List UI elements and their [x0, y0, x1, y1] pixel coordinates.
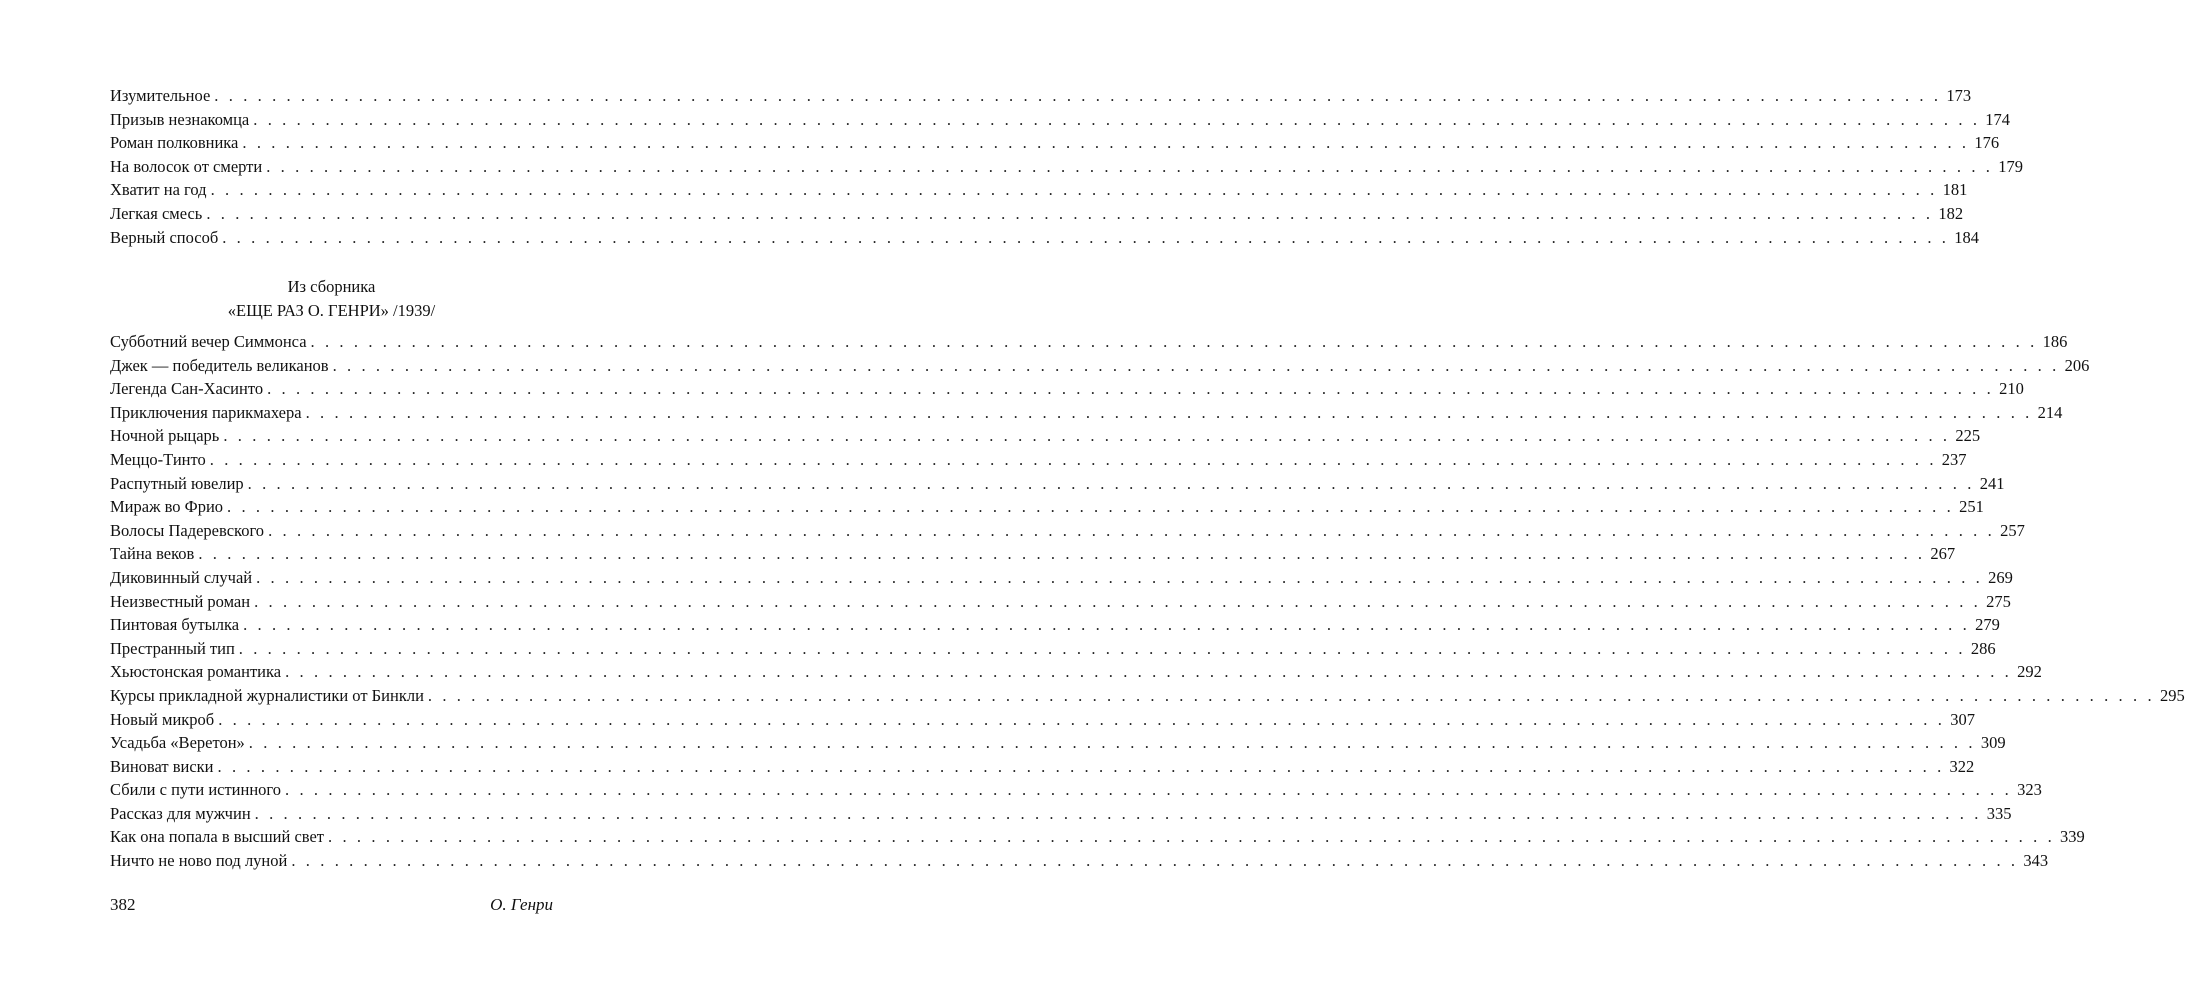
toc-entry: [110, 849, 2049, 873]
toc-entry: [110, 495, 1984, 519]
toc-dot-leader: . . . . . . . . . . . . . . . . . . . . . . . . . . . . . . . . . . . . . . . . . . . . . . . . . . . . . . . . . . . . . . . . . . . . . . . . . . . . . . . . . . . . . . . . . . . . . . . . . . . . . . . . . . . . . . . . . . . . . . . .: [214, 86, 1942, 105]
toc-entry: [110, 401, 2063, 425]
toc-entry-page-number: 179: [1998, 156, 2023, 176]
toc-dot-leader: . . . . . . . . . . . . . . . . . . . . . . . . . . . . . . . . . . . . . . . . . . . . . . . . . . . . . . . . . . . . . . . . . . . . . . . . . . . . . . . . . . . . . . . . . . . . . . . . . . . . . . . . . . . . . . . . . . . . . . . .: [248, 733, 1976, 753]
toc-dot-leader: . . . . . . . . . . . . . . . . . . . . . . . . . . . . . . . . . . . . . . . . . . . . . . . . . . . . . . . . . . . . . . . . . . . . . . . . . . . . . . . . . . . . . . . . . . . . . . . . . . . . . . . . . . . . . . . . . . . . . . . .: [328, 827, 2055, 847]
toc-dot-leader: . . . . . . . . . . . . . . . . . . . . . . . . . . . . . . . . . . . . . . . . . . . . . . . . . . . . . . . . . . . . . . . . . . . . . . . . . . . . . . . . . . . . . . . . . . . . . . . . . . . . . . . . . . . . . . . . . . . . . . . .: [206, 203, 1934, 223]
toc-entry-title: Хьюстонская романтика: [110, 662, 282, 682]
toc-entry-page-number: 241: [1979, 473, 2005, 493]
toc-entry: [110, 684, 2185, 708]
toc-entry: [110, 354, 2090, 378]
toc-entry-page-number: 181: [1942, 180, 1968, 200]
toc-entry-page-number: 206: [2064, 355, 2090, 375]
toc-entry-page-number: 210: [1999, 379, 2024, 399]
page-number: 382: [110, 895, 136, 914]
toc-dot-leader: . . . . . . . . . . . . . . . . . . . . . . . . . . . . . . . . . . . . . . . . . . . . . . . . . . . . . . . . . . . . . . . . . . . . . . . . . . . . . . . . . . . . . . . . . . . . . . . . . . . . . . . . . . . . . . . . . . . . . . . .: [217, 756, 1945, 776]
toc-dot-leader: . . . . . . . . . . . . . . . . . . . . . . . . . . . . . . . . . . . . . . . . . . . . . . . . . . . . . . . . . . . . . . . . . . . . . . . . . . . . . . . . . . . . . . . . . . . . . . . . . . . . . . . . . . . . . . . . . . . . . . . .: [285, 662, 2012, 682]
toc-entry: [110, 590, 2011, 614]
toc-entry-title: Тайна веков: [110, 544, 195, 564]
toc-entry-page-number: 339: [2060, 827, 2085, 847]
toc-entry-page-number: 323: [2017, 780, 2042, 800]
toc-entry: [110, 131, 2000, 155]
toc-entry: [110, 802, 2012, 826]
toc-entry-title: Новый микроб: [110, 709, 215, 729]
toc-entry-title: Сбили с пути истинного: [110, 780, 282, 800]
toc-entry: [110, 825, 2085, 849]
section-heading-collection: [110, 275, 553, 323]
toc-entry-title: Легкая смесь: [110, 203, 203, 223]
toc-dot-leader: . . . . . . . . . . . . . . . . . . . . . . . . . . . . . . . . . . . . . . . . . . . . . . . . . . . . . . . . . . . . . . . . . . . . . . . . . . . . . . . . . . . . . . . . . . . . . . . . . . . . . . . . . . . . . . . . . . . . . . . .: [310, 332, 2038, 351]
toc-entry: [110, 472, 2005, 496]
toc-entry-page-number: 343: [2023, 851, 2049, 871]
toc-dot-leader: . . . . . . . . . . . . . . . . . . . . . . . . . . . . . . . . . . . . . . . . . . . . . . . . . . . . . . . . . . . . . . . . . . . . . . . . . . . . . . . . . . . . . . . . . . . . . . . . . . . . . . . . . . . . . . . . . . . . . . . .: [427, 685, 2155, 705]
page-footer: [110, 893, 553, 917]
toc-entry-page-number: 176: [1974, 133, 2000, 153]
toc-dot-leader: . . . . . . . . . . . . . . . . . . . . . . . . . . . . . . . . . . . . . . . . . . . . . . . . . . . . . . . . . . . . . . . . . . . . . . . . . . . . . . . . . . . . . . . . . . . . . . . . . . . . . . . . . . . . . . . . . . . . . . . .: [332, 355, 2060, 375]
toc-entry-page-number: 279: [1975, 615, 2000, 635]
toc-dot-leader: . . . . . . . . . . . . . . . . . . . . . . . . . . . . . . . . . . . . . . . . . . . . . . . . . . . . . . . . . . . . . . . . . . . . . . . . . . . . . . . . . . . . . . . . . . . . . . . . . . . . . . . . . . . . . . . . . . . . . . . .: [305, 402, 2033, 422]
toc-entry-title: Рассказ для мужчин: [110, 803, 251, 823]
toc-entry: [110, 519, 2025, 543]
toc-dot-leader: . . . . . . . . . . . . . . . . . . . . . . . . . . . . . . . . . . . . . . . . . . . . . . . . . . . . . . . . . . . . . . . . . . . . . . . . . . . . . . . . . . . . . . . . . . . . . . . . . . . . . . . . . . . . . . . . . . . . . . . .: [209, 449, 1937, 469]
toc-entry-title: Джек — победитель великанов: [110, 355, 329, 375]
toc-entry-page-number: 309: [1980, 733, 2006, 753]
toc-entry: [110, 155, 2023, 179]
toc-dot-leader: . . . . . . . . . . . . . . . . . . . . . . . . . . . . . . . . . . . . . . . . . . . . . . . . . . . . . . . . . . . . . . . . . . . . . . . . . . . . . . . . . . . . . . . . . . . . . . . . . . . . . . . . . . . . . . . . . . . . . . . .: [266, 156, 1993, 176]
toc-entry-title: Призыв незнакомца: [110, 109, 250, 129]
section-heading-line1: Из сборника: [287, 277, 376, 296]
toc-dot-leader: . . . . . . . . . . . . . . . . . . . . . . . . . . . . . . . . . . . . . . . . . . . . . . . . . . . . . . . . . . . . . . . . . . . . . . . . . . . . . . . . . . . . . . . . . . . . . . . . . . . . . . . . . . . . . . . . . . . . . . . .: [256, 567, 1983, 587]
toc-entry: [110, 84, 1972, 108]
toc-entry: [110, 613, 2000, 637]
toc-entry: [110, 202, 1964, 226]
toc-entry: [110, 448, 1967, 472]
toc-list-bottom: [110, 330, 2185, 873]
toc-entry: [110, 778, 2042, 802]
toc-dot-leader: . . . . . . . . . . . . . . . . . . . . . . . . . . . . . . . . . . . . . . . . . . . . . . . . . . . . . . . . . . . . . . . . . . . . . . . . . . . . . . . . . . . . . . . . . . . . . . . . . . . . . . . . . . . . . . . . . . . . . . . .: [242, 133, 1970, 153]
toc-entry-page-number: 182: [1938, 203, 1964, 223]
toc-entry: [110, 708, 1975, 732]
toc-entry-title: Диковинный случай: [110, 567, 253, 587]
toc-entry-page-number: 307: [1950, 709, 1975, 729]
toc-entry-title: Хватит на год: [110, 180, 207, 200]
toc-entry-title: На волосок от смерти: [110, 156, 263, 176]
toc-entry-title: Курсы прикладной журналистики от Бинкли: [110, 685, 424, 705]
toc-dot-leader: . . . . . . . . . . . . . . . . . . . . . . . . . . . . . . . . . . . . . . . . . . . . . . . . . . . . . . . . . . . . . . . . . . . . . . . . . . . . . . . . . . . . . . . . . . . . . . . . . . . . . . . . . . . . . . . . . . . . . . . .: [268, 520, 1995, 540]
toc-entry-page-number: 275: [1986, 591, 2011, 611]
toc-entry-page-number: 186: [2042, 332, 2068, 351]
toc-entry: [110, 542, 1956, 566]
toc-entry-page-number: 286: [1970, 638, 1996, 658]
toc-dot-leader: . . . . . . . . . . . . . . . . . . . . . . . . . . . . . . . . . . . . . . . . . . . . . . . . . . . . . . . . . . . . . . . . . . . . . . . . . . . . . . . . . . . . . . . . . . . . . . . . . . . . . . . . . . . . . . . . . . . . . . . .: [222, 227, 1950, 247]
toc-entry-page-number: 267: [1930, 544, 1956, 564]
toc-dot-leader: . . . . . . . . . . . . . . . . . . . . . . . . . . . . . . . . . . . . . . . . . . . . . . . . . . . . . . . . . . . . . . . . . . . . . . . . . . . . . . . . . . . . . . . . . . . . . . . . . . . . . . . . . . . . . . . . . . . . . . . .: [291, 851, 2019, 871]
toc-entry-title: Субботний вечер Симмонса: [110, 332, 307, 351]
toc-entry-page-number: 295: [2159, 685, 2185, 705]
toc-entry-title: Неизвестный роман: [110, 591, 251, 611]
toc-entry-title: Усадьба «Веретон»: [110, 733, 245, 753]
toc-dot-leader: . . . . . . . . . . . . . . . . . . . . . . . . . . . . . . . . . . . . . . . . . . . . . . . . . . . . . . . . . . . . . . . . . . . . . . . . . . . . . . . . . . . . . . . . . . . . . . . . . . . . . . . . . . . . . . . . . . . . . . . .: [198, 544, 1926, 564]
toc-entry: [110, 226, 1980, 250]
toc-entry-page-number: 214: [2037, 402, 2063, 422]
toc-entry-page-number: 174: [1985, 109, 2011, 129]
toc-entry: [110, 637, 1996, 661]
toc-entry-title: Меццо-Тинто: [110, 449, 206, 469]
toc-dot-leader: . . . . . . . . . . . . . . . . . . . . . . . . . . . . . . . . . . . . . . . . . . . . . . . . . . . . . . . . . . . . . . . . . . . . . . . . . . . . . . . . . . . . . . . . . . . . . . . . . . . . . . . . . . . . . . . . . . . . . . . .: [247, 473, 1975, 493]
toc-entry-page-number: 257: [2000, 520, 2025, 540]
toc-entry-page-number: 173: [1946, 86, 1972, 105]
toc-entry: [110, 178, 1968, 202]
toc-dot-leader: . . . . . . . . . . . . . . . . . . . . . . . . . . . . . . . . . . . . . . . . . . . . . . . . . . . . . . . . . . . . . . . . . . . . . . . . . . . . . . . . . . . . . . . . . . . . . . . . . . . . . . . . . . . . . . . . . . . . . . . .: [253, 109, 1981, 129]
toc-entry: [110, 330, 2068, 354]
toc-dot-leader: . . . . . . . . . . . . . . . . . . . . . . . . . . . . . . . . . . . . . . . . . . . . . . . . . . . . . . . . . . . . . . . . . . . . . . . . . . . . . . . . . . . . . . . . . . . . . . . . . . . . . . . . . . . . . . . . . . . . . . . .: [238, 638, 1966, 658]
toc-entry-page-number: 237: [1941, 449, 1967, 469]
toc-entry-page-number: 322: [1949, 756, 1975, 776]
toc-entry-title: Изумительное: [110, 86, 211, 105]
toc-entry: [110, 377, 2024, 401]
toc-entry-title: Ночной рыцарь: [110, 426, 220, 446]
toc-dot-leader: . . . . . . . . . . . . . . . . . . . . . . . . . . . . . . . . . . . . . . . . . . . . . . . . . . . . . . . . . . . . . . . . . . . . . . . . . . . . . . . . . . . . . . . . . . . . . . . . . . . . . . . . . . . . . . . . . . . . . . . .: [285, 780, 2012, 800]
toc-entry-page-number: 269: [1988, 567, 2013, 587]
toc-entry: [110, 660, 2042, 684]
toc-entry-page-number: 225: [1955, 426, 1981, 446]
toc-entry-title: Престранный тип: [110, 638, 235, 658]
toc-dot-leader: . . . . . . . . . . . . . . . . . . . . . . . . . . . . . . . . . . . . . . . . . . . . . . . . . . . . . . . . . . . . . . . . . . . . . . . . . . . . . . . . . . . . . . . . . . . . . . . . . . . . . . . . . . . . . . . . . . . . . . . .: [227, 497, 1954, 517]
toc-entry-page-number: 184: [1954, 227, 1980, 247]
toc-entry-title: Мираж во Фрио: [110, 497, 224, 517]
toc-entry-title: Волосы Падеревского: [110, 520, 265, 540]
toc-dot-leader: . . . . . . . . . . . . . . . . . . . . . . . . . . . . . . . . . . . . . . . . . . . . . . . . . . . . . . . . . . . . . . . . . . . . . . . . . . . . . . . . . . . . . . . . . . . . . . . . . . . . . . . . . . . . . . . . . . . . . . . .: [243, 615, 1970, 635]
toc-entry-title: Пинтовая бутылка: [110, 615, 240, 635]
toc-entry: [110, 108, 2011, 132]
toc-entry-title: Ничто не ново под луной: [110, 851, 288, 871]
toc-dot-leader: . . . . . . . . . . . . . . . . . . . . . . . . . . . . . . . . . . . . . . . . . . . . . . . . . . . . . . . . . . . . . . . . . . . . . . . . . . . . . . . . . . . . . . . . . . . . . . . . . . . . . . . . . . . . . . . . . . . . . . . .: [254, 803, 1982, 823]
running-footer-author: О. Генри: [490, 895, 553, 914]
toc-entry: [110, 424, 1981, 448]
toc-entry-title: Как она попала в высший свет: [110, 827, 325, 847]
toc-entry-title: Виноват виски: [110, 756, 214, 776]
toc-entry-title: Верный способ: [110, 227, 219, 247]
toc-entry-title: Легенда Сан-Хасинто: [110, 379, 264, 399]
toc-entry: [110, 731, 2006, 755]
toc-dot-leader: . . . . . . . . . . . . . . . . . . . . . . . . . . . . . . . . . . . . . . . . . . . . . . . . . . . . . . . . . . . . . . . . . . . . . . . . . . . . . . . . . . . . . . . . . . . . . . . . . . . . . . . . . . . . . . . . . . . . . . . .: [210, 180, 1938, 200]
toc-entry-page-number: 335: [1986, 803, 2012, 823]
toc-entry-title: Приключения парикмахера: [110, 402, 302, 422]
toc-dot-leader: . . . . . . . . . . . . . . . . . . . . . . . . . . . . . . . . . . . . . . . . . . . . . . . . . . . . . . . . . . . . . . . . . . . . . . . . . . . . . . . . . . . . . . . . . . . . . . . . . . . . . . . . . . . . . . . . . . . . . . . .: [218, 709, 1945, 729]
section-heading-line2: «ЕЩЕ РАЗ О. ГЕНРИ» /1939/: [227, 301, 436, 320]
toc-entry-title: Роман полковника: [110, 133, 239, 153]
toc-entry-page-number: 251: [1959, 497, 1984, 517]
toc-dot-leader: . . . . . . . . . . . . . . . . . . . . . . . . . . . . . . . . . . . . . . . . . . . . . . . . . . . . . . . . . . . . . . . . . . . . . . . . . . . . . . . . . . . . . . . . . . . . . . . . . . . . . . . . . . . . . . . . . . . . . . . .: [254, 591, 1981, 611]
toc-dot-leader: . . . . . . . . . . . . . . . . . . . . . . . . . . . . . . . . . . . . . . . . . . . . . . . . . . . . . . . . . . . . . . . . . . . . . . . . . . . . . . . . . . . . . . . . . . . . . . . . . . . . . . . . . . . . . . . . . . . . . . . .: [223, 426, 1951, 446]
toc-entry-title: Распутный ювелир: [110, 473, 244, 493]
toc-dot-leader: . . . . . . . . . . . . . . . . . . . . . . . . . . . . . . . . . . . . . . . . . . . . . . . . . . . . . . . . . . . . . . . . . . . . . . . . . . . . . . . . . . . . . . . . . . . . . . . . . . . . . . . . . . . . . . . . . . . . . . . .: [267, 379, 1994, 399]
toc-list-top: [110, 84, 2023, 249]
toc-entry-page-number: 292: [2017, 662, 2042, 682]
toc-entry: [110, 566, 2013, 590]
toc-entry: [110, 755, 1975, 779]
